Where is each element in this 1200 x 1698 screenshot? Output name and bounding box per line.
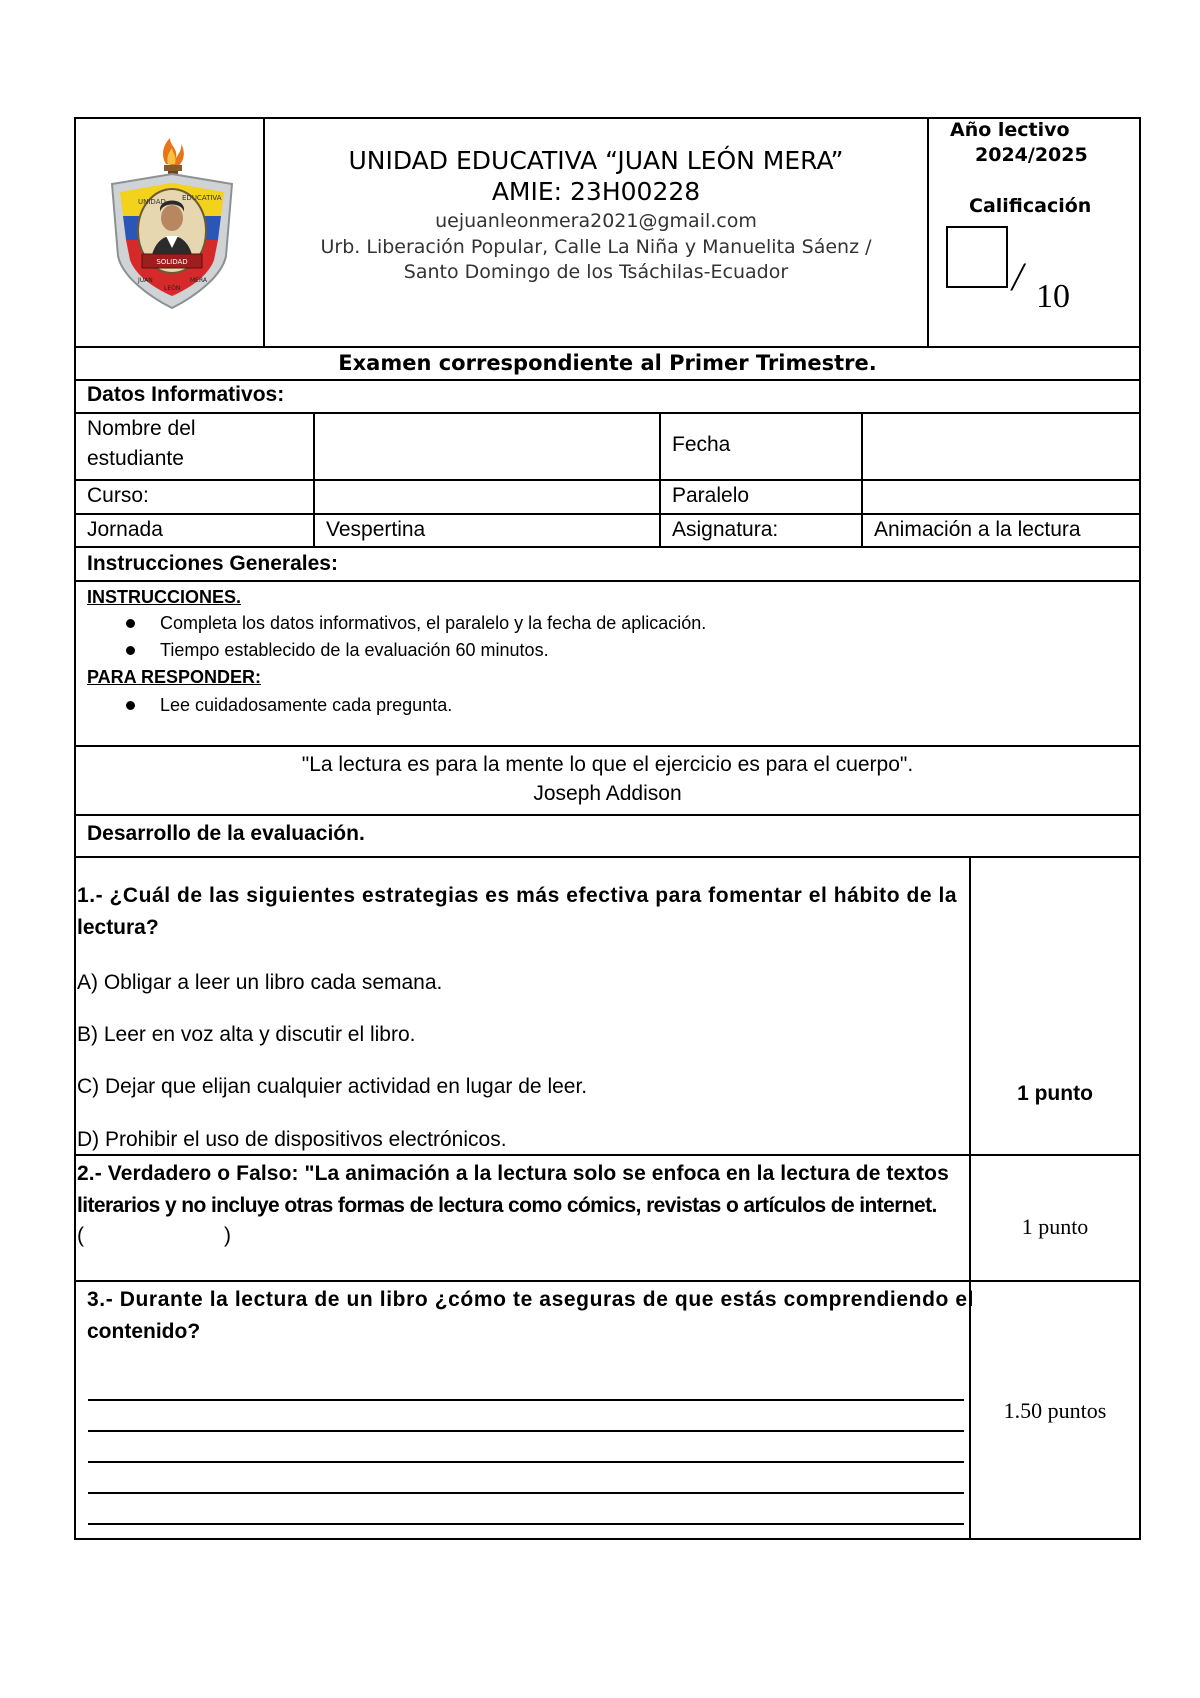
instructions-section-label: Instrucciones Generales:	[87, 552, 338, 575]
school-name: UNIDAD EDUCATIVA “JUAN LEÓN MERA”	[348, 146, 844, 175]
date-label: Fecha	[672, 433, 731, 456]
parallel-label: Paralelo	[672, 484, 750, 507]
question-1-option-a[interactable]: A) Obligar a leer un libro cada semana.	[77, 971, 443, 994]
question-2-line-1: 2.- Verdadero o Falso: "La animación a la lectura solo se enfoca en la lectura de textos	[77, 1162, 949, 1185]
student-name-label-line-1: Nombre del	[87, 417, 196, 440]
svg-text:MERA: MERA	[190, 277, 207, 284]
question-2-line-2: literarios y no incluye otras formas de lectura como cómics, revistas o artículos de internet.	[77, 1194, 937, 1217]
question-3-answer-area[interactable]	[76, 1360, 969, 1536]
svg-text:LEÓN: LEÓN	[164, 285, 181, 292]
development-label: Desarrollo de la evaluación.	[87, 822, 365, 845]
school-address-line-2: Santo Domingo de los Tsáchilas-Ecuador	[403, 261, 789, 283]
quote-author: Joseph Addison	[533, 782, 682, 805]
school-year-label: Año lectivo	[950, 119, 1070, 141]
exam-title: Examen correspondiente al Primer Trimestre.	[338, 351, 877, 375]
svg-text:UNIDAD: UNIDAD	[138, 198, 166, 206]
answer-line	[88, 1461, 964, 1463]
grade-max: 10	[1036, 278, 1070, 315]
grade-slash: /	[1012, 254, 1024, 299]
question-1-option-b[interactable]: B) Leer en voz alta y discutir el libro.	[77, 1023, 416, 1046]
question-1-option-d[interactable]: D) Prohibir el uso de dispositivos electrónicos.	[77, 1128, 507, 1151]
respond-heading: PARA RESPONDER:	[87, 667, 262, 687]
question-3-line-2: contenido?	[87, 1320, 201, 1343]
question-1-line-1: 1.- ¿Cuál de las siguientes estrategias es más efectiva para fomentar el hábito de la	[77, 884, 958, 907]
question-1-points: 1 punto	[1017, 1082, 1093, 1105]
date-field[interactable]	[863, 414, 1139, 479]
quote-text: "La lectura es para la mente lo que el ejercicio es para el cuerpo".	[301, 753, 914, 776]
student-name-field[interactable]	[315, 414, 659, 479]
course-label: Curso:	[87, 484, 149, 507]
grade-label: Calificación	[969, 195, 1092, 217]
question-1-line-2: lectura?	[77, 916, 159, 939]
school-email: uejuanleonmera2021@gmail.com	[435, 210, 757, 232]
shift-label: Jornada	[87, 518, 163, 541]
parallel-field[interactable]	[863, 481, 1139, 513]
question-3-points: 1.50 puntos	[1003, 1398, 1107, 1423]
subject-value: Animación a la lectura	[874, 518, 1081, 541]
bullet-icon	[126, 619, 135, 628]
question-2-answer-blank[interactable]: ( )	[77, 1224, 232, 1247]
subject-label: Asignatura:	[672, 518, 779, 541]
instruction-item-2: Tiempo establecido de la evaluación 60 minutos.	[160, 640, 549, 660]
svg-text:SOLIDAD: SOLIDAD	[156, 258, 188, 266]
question-1-option-c[interactable]: C) Dejar que elijan cualquier actividad en lugar de leer.	[77, 1075, 588, 1098]
student-name-label	[87, 414, 196, 474]
bullet-icon	[126, 646, 135, 655]
instruction-item-1: Completa los datos informativos, el paralelo y la fecha de aplicación.	[160, 613, 707, 633]
student-name-label-line-2: estudiante	[87, 447, 184, 470]
question-3-line-1: 3.- Durante la lectura de un libro ¿cómo te aseguras de que estás comprendiendo el	[87, 1288, 975, 1311]
amie-code: AMIE: 23H00228	[491, 177, 701, 206]
shift-value: Vespertina	[326, 518, 426, 541]
bullet-icon	[126, 701, 135, 710]
answer-line	[88, 1430, 964, 1432]
respond-item-1: Lee cuidadosamente cada pregunta.	[160, 695, 453, 715]
info-section-label: Datos Informativos:	[87, 383, 285, 406]
course-field[interactable]	[315, 481, 659, 513]
answer-line	[88, 1399, 964, 1401]
svg-text:JUAN: JUAN	[138, 277, 153, 284]
instructions-heading: INSTRUCCIONES.	[87, 587, 242, 607]
svg-text:EDUCATIVA: EDUCATIVA	[182, 194, 222, 202]
grade-box[interactable]	[946, 226, 1008, 288]
question-2-points: 1 punto	[1021, 1214, 1089, 1239]
school-year-value: 2024/2025	[975, 144, 1088, 166]
school-logo	[104, 136, 240, 314]
school-address-line-1: Urb. Liberación Popular, Calle La Niña y Manuelita Sáenz /	[320, 236, 872, 258]
answer-line	[88, 1492, 964, 1494]
answer-line	[88, 1523, 964, 1525]
